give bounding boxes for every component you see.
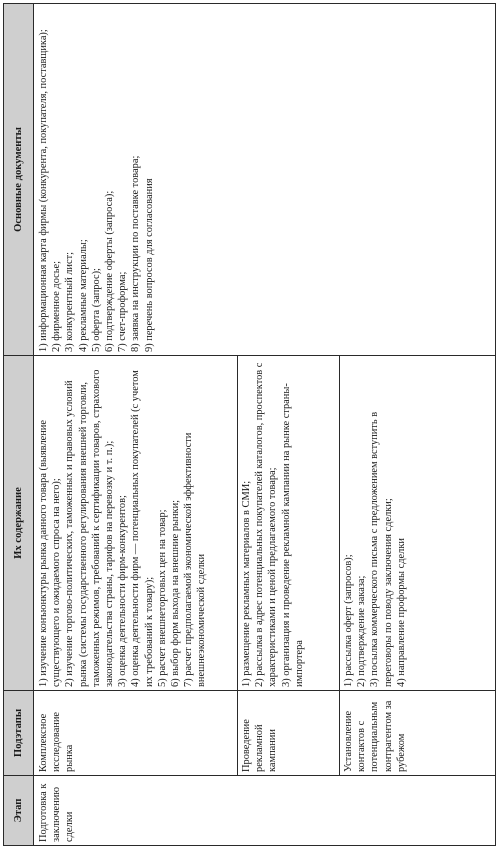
header-substage: Подэтапы <box>4 691 34 776</box>
substage-name: Проведение рекламной кампании <box>241 719 279 772</box>
content-item: 3) оценка деятельности фирм-конкурентов; <box>117 495 129 687</box>
stage-name: Подготовка к заключению сделки <box>38 783 76 842</box>
document-item: 2) фирменное досье; <box>51 260 63 352</box>
substage-cell <box>238 691 340 776</box>
content-item: 4) оценка деятельности фирм — потенциальных покупателей (с учетом их требований к товару); <box>130 370 155 687</box>
header-content: Их содержание <box>4 356 34 691</box>
document-item: 1) информационная карта фирмы (конкурента, покупателя, поставщика); <box>38 29 49 352</box>
content-cell <box>340 356 496 691</box>
content-item: 1) рассылка оферт (запросов); <box>343 554 354 687</box>
table-row <box>34 4 238 846</box>
content-item: 2) рассылка в адрес потенциальных покупателей каталогов, проспектов с характеристиками и ценой предлагаемого товара; <box>254 362 279 687</box>
content-item: 1) размещение рекламных материалов в СМИ; <box>241 480 252 687</box>
content-item: 2) подтверждение заказа; <box>356 575 368 687</box>
content-item: 7) расчет предполагаемой экономической эффективности внешнеэкономической сделки <box>183 432 208 687</box>
stages-table <box>3 3 496 846</box>
document-item: 3) конкурентный лист; <box>64 251 76 352</box>
document-item: 8) заявка на инструкции по поставке товара; <box>130 155 142 352</box>
header-row <box>4 4 34 846</box>
documents-cell <box>34 4 496 356</box>
content-item: 3) организация и проведение рекламной кампании на рынке страны-импортера <box>280 383 305 687</box>
substage-name: Установление контактов с потенциальным контрагентом за рубежом <box>343 700 407 772</box>
content-cell <box>34 356 238 691</box>
document-item: 6) подтверждение оферты (запроса); <box>104 190 116 352</box>
document-item: 7) счет-проформа; <box>117 271 129 352</box>
substage-cell <box>34 691 238 776</box>
content-item: 2) изучение торгово-политических, таможенных и правовых условий рынка (системы государственного регулирования внешней торговли, таможенных режимов, требований к сертификации товаров, страхового законодательства страны, тарифов на перевозку и т. п.); <box>64 369 116 687</box>
header-documents: Основные документы <box>4 4 34 356</box>
stage-cell <box>34 776 496 846</box>
header-stage: Этап <box>4 776 34 846</box>
content-item: 3) посылка коммерческого письма с предложением вступить в переговоры по поводу заключения сделки; <box>369 411 394 687</box>
substage-cell <box>340 691 496 776</box>
document-item: 4) рекламные материалы; <box>77 239 89 352</box>
content-item: 4) направление проформы сделки <box>395 538 407 687</box>
document-item: 5) оферта (запрос); <box>90 268 102 352</box>
content-cell <box>238 356 340 691</box>
content-item: 5) расчет внешнеторговых цен на товар; <box>156 509 168 687</box>
document-item: 9) перечень вопросов для согласования <box>143 178 155 352</box>
content-item: 6) выбор форм выхода на внешние рынки; <box>170 499 182 687</box>
content-item: 1) изучение конъюнктуры рынка данного товара (выявление существующего и ожидаемого спроса на него); <box>38 420 63 687</box>
substage-name: Комплексное исследование рынка <box>38 711 76 772</box>
